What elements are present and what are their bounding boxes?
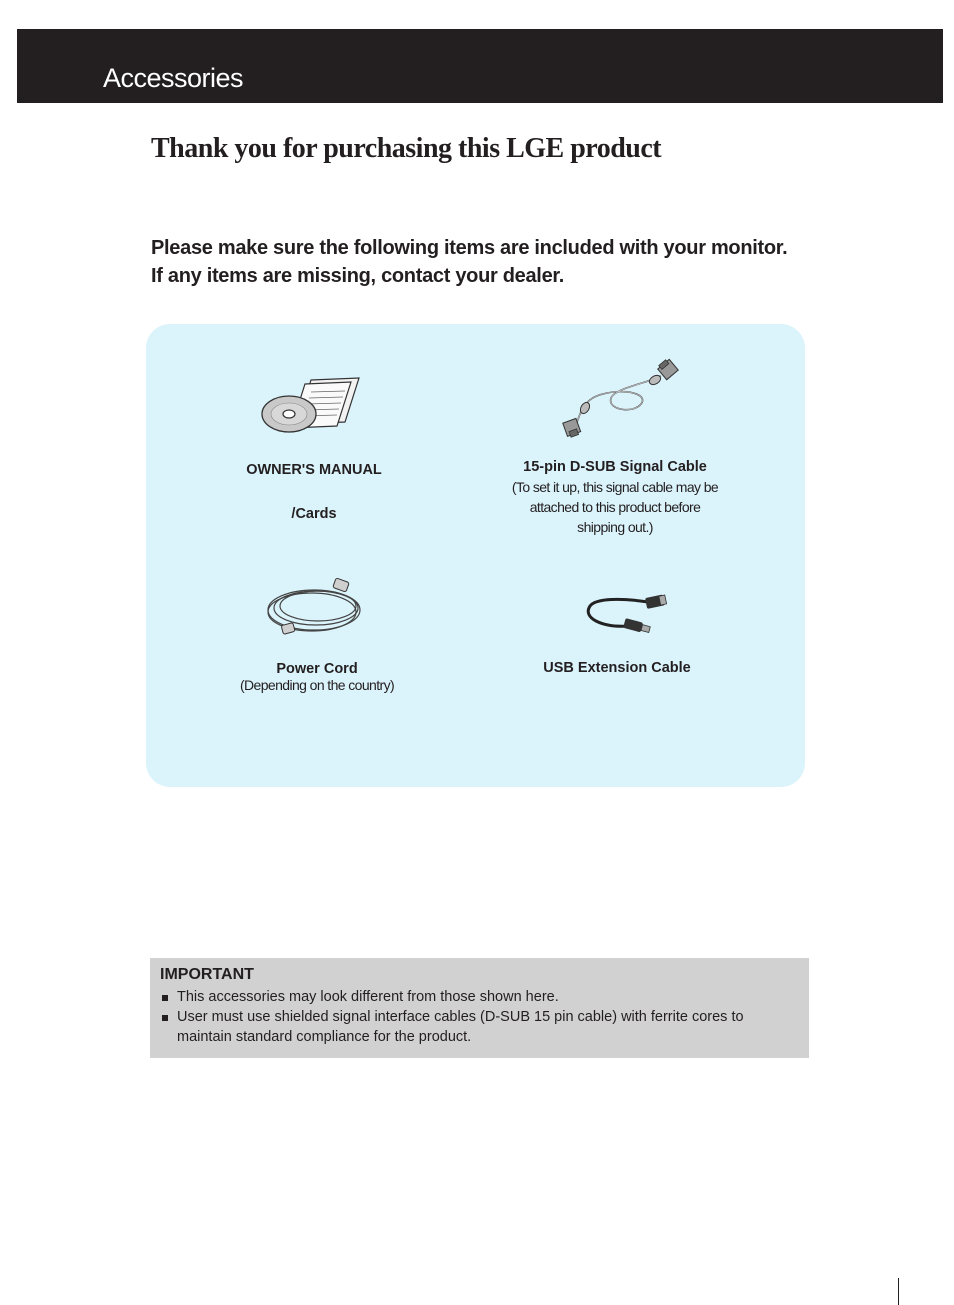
section-header-bar [17, 29, 943, 103]
section-title: Accessories [103, 63, 244, 93]
power-cord-note: (Depending on the country) [239, 677, 395, 693]
important-list [160, 987, 800, 1047]
usb-cable-icon [562, 588, 672, 638]
intro-text [151, 234, 851, 290]
item-usb-extension-cable [517, 588, 717, 676]
dsub-cable-note-3: shipping out.) [577, 519, 653, 535]
page-title: Thank you for purchasing this LGE product [151, 133, 662, 164]
important-item-text: This accessories may look different from those shown here. [177, 989, 559, 1005]
owners-manual-label-2: /Cards [291, 506, 337, 522]
owners-manual-label-1: OWNER'S MANUAL [246, 462, 382, 478]
item-power-cord [227, 576, 407, 693]
square-bullet-icon [162, 995, 168, 1001]
page-edge-mark [898, 1278, 899, 1305]
important-item-text: User must use shielded signal interface cables (D-SUB 15 pin cable) with ferrite cores to maintain standard compliance for the product. [177, 1009, 744, 1045]
cd-manual-icon [259, 372, 369, 434]
item-owners-manual [214, 372, 414, 522]
item-dsub-cable [500, 358, 730, 537]
usb-cable-label: USB Extension Cable [543, 660, 691, 676]
dsub-cable-note-2: attached to this product before [529, 499, 701, 515]
power-cord-label: Power Cord [276, 661, 358, 677]
important-item [160, 987, 800, 1007]
square-bullet-icon [162, 1015, 168, 1021]
dsub-cable-icon [545, 358, 685, 438]
intro-line-2: If any items are missing, contact your dealer. [151, 265, 565, 287]
dsub-cable-note-1: (To set it up, this signal cable may be [511, 479, 719, 495]
important-item [160, 1007, 800, 1047]
power-cord-icon [262, 576, 372, 638]
important-title: IMPORTANT [160, 966, 254, 983]
dsub-cable-label: 15-pin D-SUB Signal Cable [523, 459, 707, 475]
important-notice [150, 958, 809, 1058]
intro-line-1: Please make sure the following items are included with your monitor. [151, 237, 788, 259]
